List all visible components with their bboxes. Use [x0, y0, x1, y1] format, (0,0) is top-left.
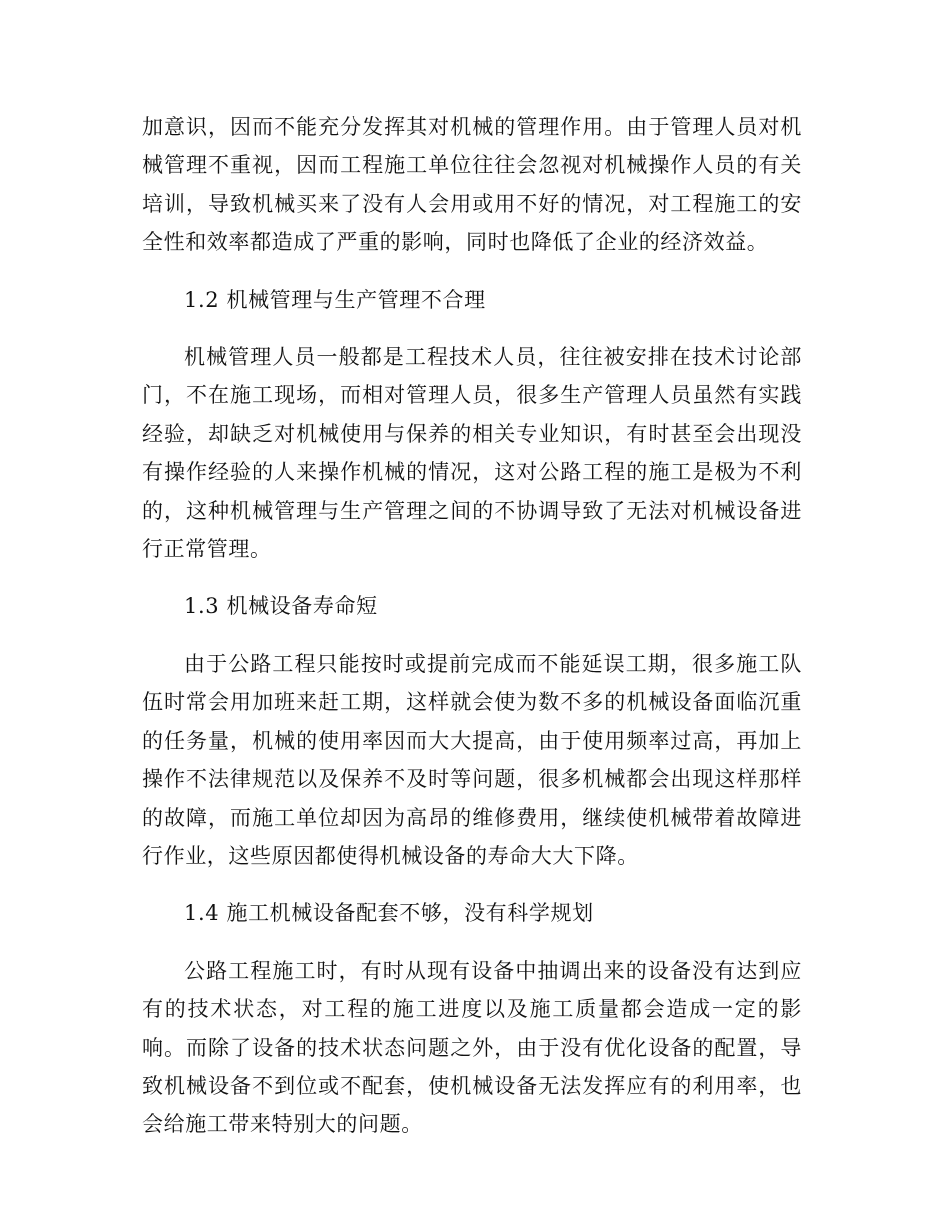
paragraph-continued: 加意识，因而不能充分发挥其对机械的管理作用。由于管理人员对机械管理不重视，因而工程施工单位往往会忽视对机械操作人员的有关培训，导致机械买来了没有人会用或用不好的情况，对工程施工的安全性和效率都造成了严重的影响，同时也降低了企业的经济效益。 — [142, 115, 802, 255]
section-heading-1-3: 1.3 机械设备寿命短 — [184, 594, 378, 619]
paragraph-management-mismatch: 机械管理人员一般都是工程技术人员，往往被安排在技术讨论部门，不在施工现场，而相对管理人员，很多生产管理人员虽然有实践经验，却缺乏对机械使用与保养的相关专业知识，有时甚至会出现没有操作经验的人来操作机械的情况，这对公路工程的施工是极为不利的，这种机械管理与生产管理之间的不协调导致了无法对机械设备进行正常管理。 — [142, 345, 802, 562]
paragraph-short-lifespan: 由于公路工程只能按时或提前完成而不能延误工期，很多施工队伍时常会用加班来赶工期，这样就会使为数不多的机械设备面临沉重的任务量，机械的使用率因而大大提高，由于使用频率过高，再加上操作不法律规范以及保养不及时等问题，很多机械都会出现这样那样的故障，而施工单位却因为高昂的维修费用，继续使机械带着故障进行作业，这些原因都使得机械设备的寿命大大下降。 — [142, 651, 802, 868]
paragraph-equipment-planning: 公路工程施工时，有时从现有设备中抽调出来的设备没有达到应有的技术状态，对工程的施工进度以及施工质量都会造成一定的影响。而除了设备的技术状态问题之外，由于没有优化设备的配置，导致机械设备不到位或不配套，使机械设备无法发挥应有的利用率，也会给施工带来特别大的问题。 — [142, 958, 802, 1137]
section-heading-1-2: 1.2 机械管理与生产管理不合理 — [184, 287, 486, 312]
document-page — [142, 108, 802, 1163]
section-heading-1-4: 1.4 施工机械设备配套不够，没有科学规划 — [184, 901, 594, 926]
